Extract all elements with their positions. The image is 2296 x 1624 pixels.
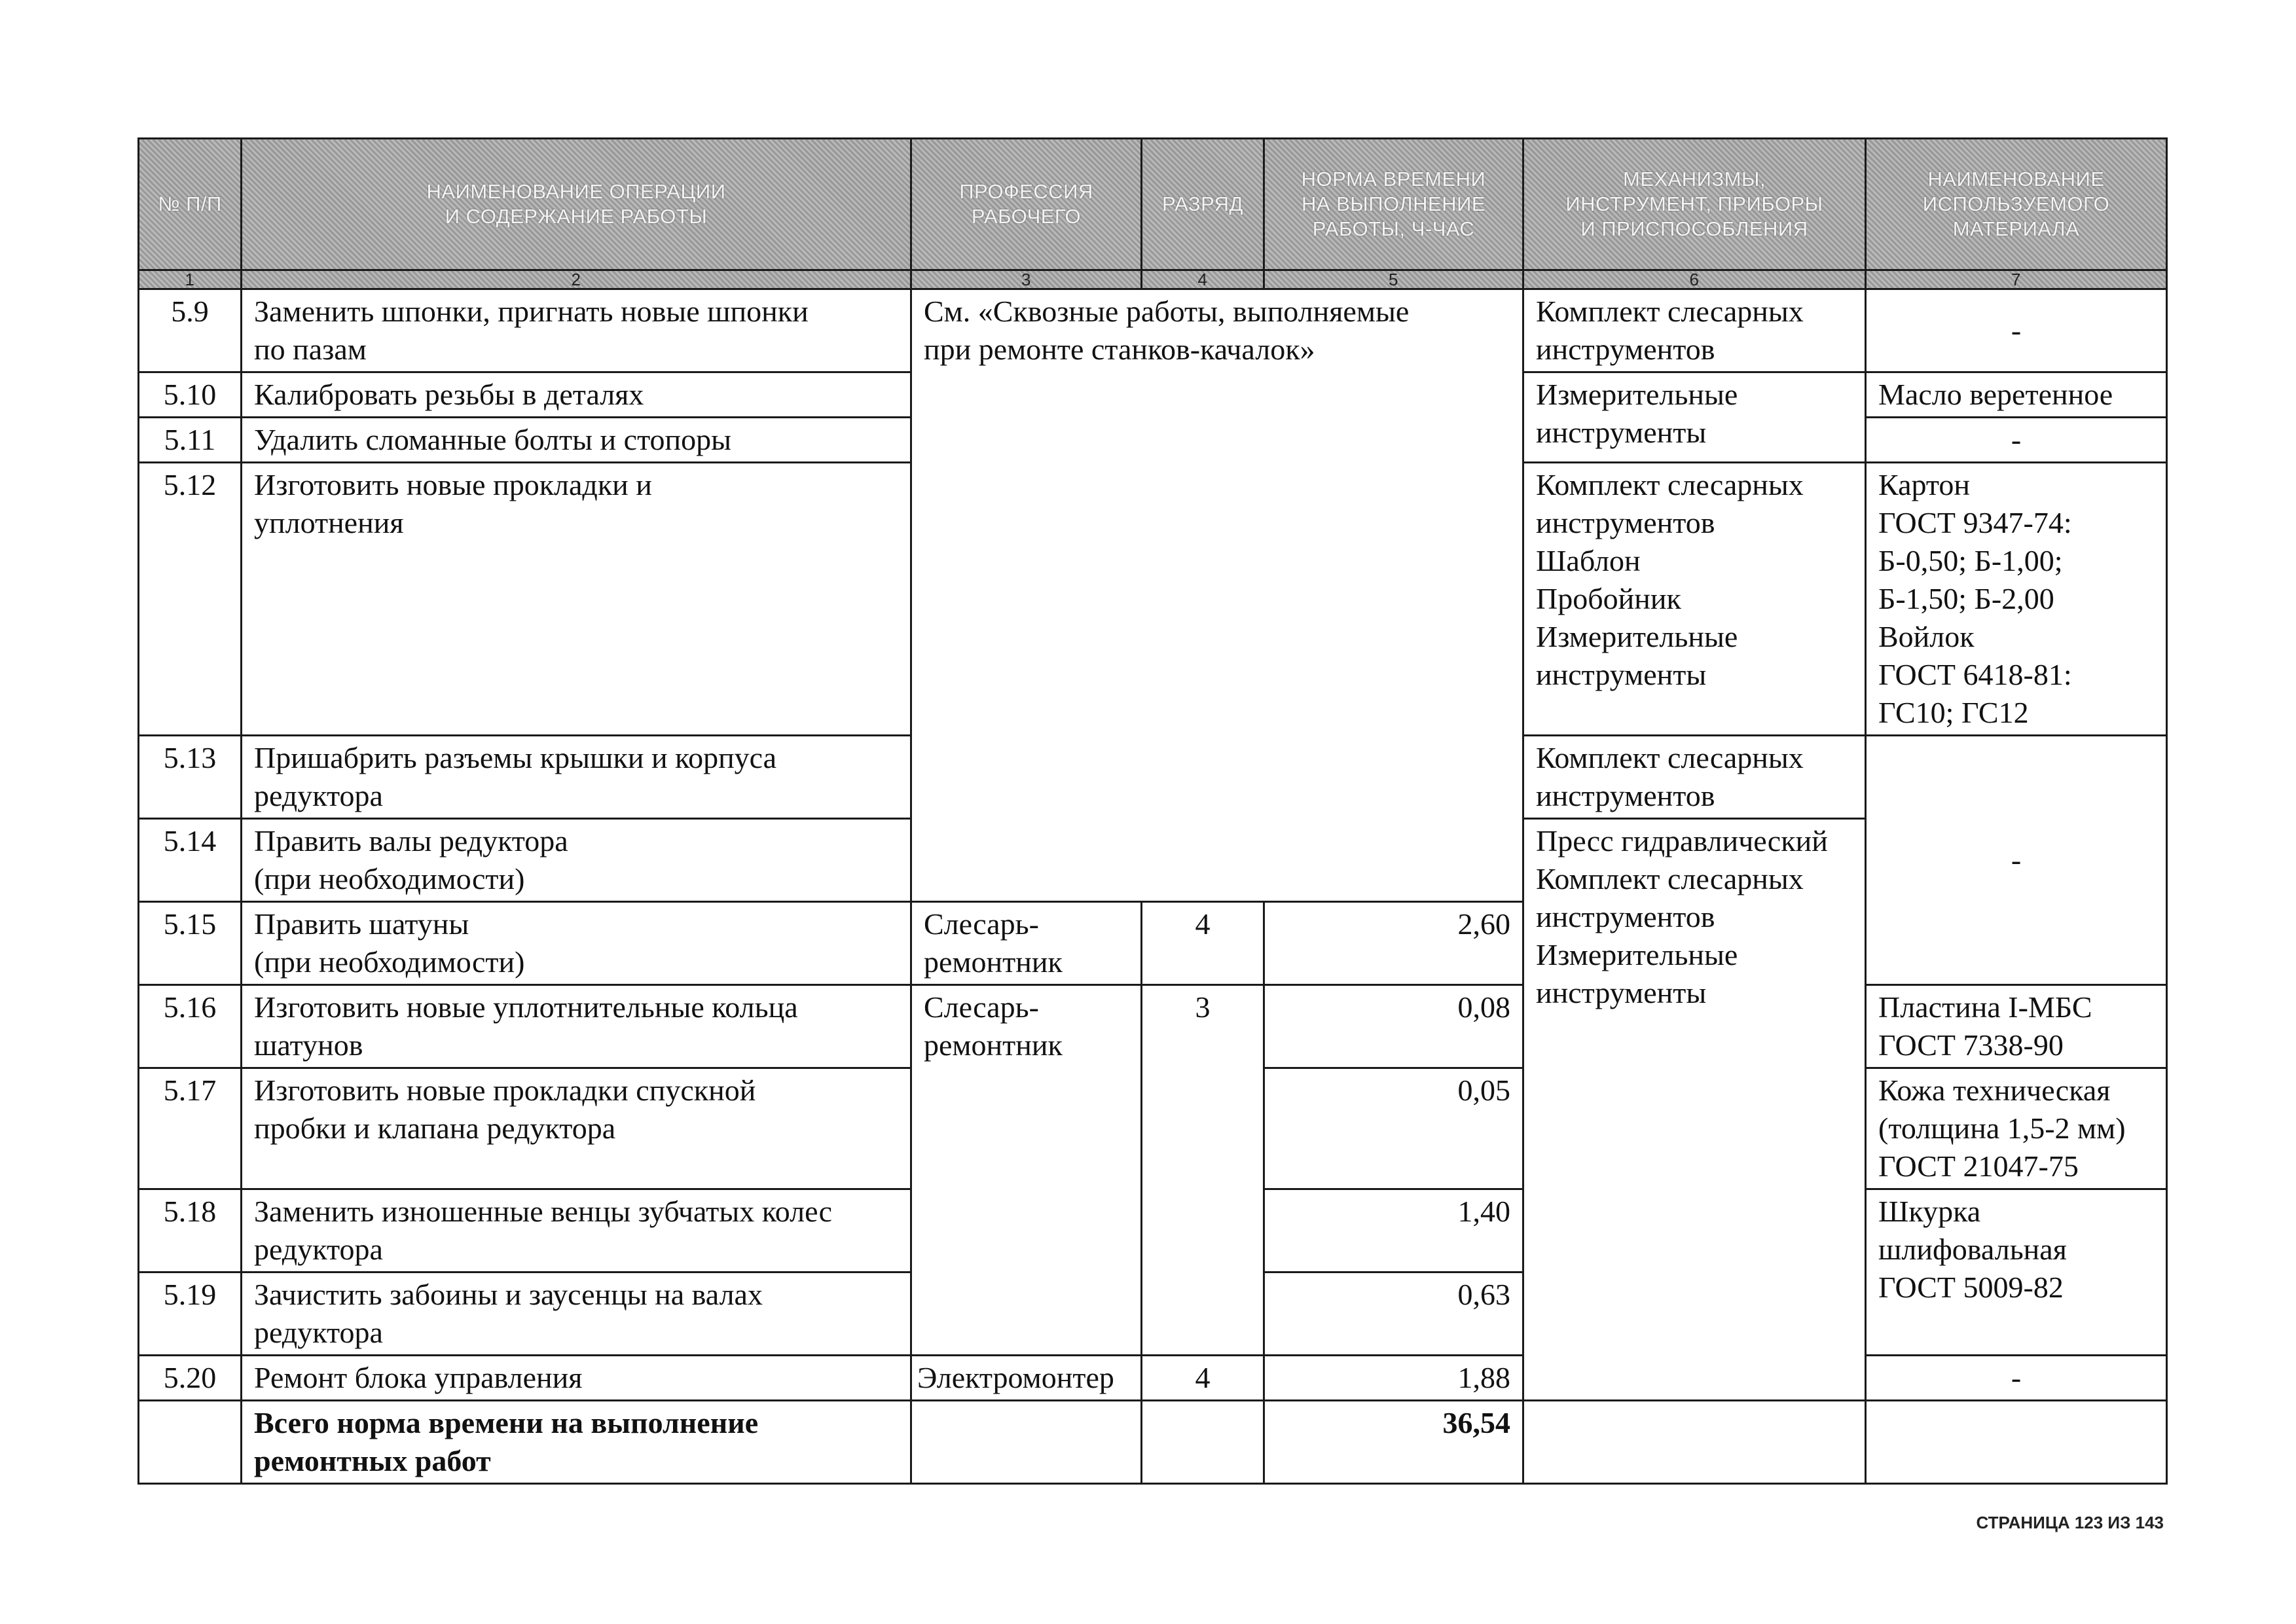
grade-cell: 4 <box>1142 1356 1264 1401</box>
total-empty-cell <box>139 1401 242 1484</box>
operation-cell: Заменить изношенные венцы зубчатых колес редуктора <box>242 1189 911 1272</box>
operation-cell: Изготовить новые уплотнительные кольца шатунов <box>242 985 911 1068</box>
material-cell: - <box>1866 418 2167 463</box>
table-row <box>139 289 2167 372</box>
material-cell: Картон ГОСТ 9347-74: Б-0,50; Б-1,00; Б-1,50; Б-2,00 Войлок ГОСТ 6418-81: ГС10; ГС12 <box>1866 463 2167 736</box>
tools-cell: Измерительные инструменты <box>1523 372 1866 463</box>
operation-cell: Изготовить новые прокладки спускной пробки и клапана редуктора <box>242 1068 911 1189</box>
column-number: 4 <box>1142 270 1264 289</box>
total-empty-cell <box>911 1401 1142 1484</box>
grade-cell: 3 <box>1142 985 1264 1356</box>
total-empty-cell <box>1523 1401 1866 1484</box>
column-number-row <box>139 270 2167 289</box>
header-time-norm: НОРМА ВРЕМЕНИ НА ВЫПОЛНЕНИЕ РАБОТЫ, Ч-ЧАС <box>1264 139 1523 270</box>
total-empty-cell <box>1142 1401 1264 1484</box>
tools-cell: Пресс гидравлический Комплект слесарных инструментов Измерительные инструменты <box>1523 819 1866 1401</box>
row-number: 5.10 <box>139 372 242 418</box>
row-number: 5.9 <box>139 289 242 372</box>
header-no: № П/П <box>139 139 242 270</box>
profession-cell: Слесарь- ремонтник <box>911 985 1142 1356</box>
material-cell: - <box>1866 736 2167 985</box>
header-grade: РАЗРЯД <box>1142 139 1264 270</box>
row-number: 5.20 <box>139 1356 242 1401</box>
operation-cell: Удалить сломанные болты и стопоры <box>242 418 911 463</box>
row-number: 5.19 <box>139 1272 242 1356</box>
time-norm-cell: 1,40 <box>1264 1189 1523 1272</box>
operation-cell: Изготовить новые прокладки и уплотнения <box>242 463 911 736</box>
repair-operations-table <box>137 137 2168 1485</box>
operation-cell: Пришабрить разъемы крышки и корпуса редуктора <box>242 736 911 819</box>
profession-cell: Электромонтер <box>911 1356 1142 1401</box>
see-through-works-note: См. «Сквозные работы, выполняемые при ремонте станков-качалок» <box>911 289 1523 902</box>
time-norm-cell: 0,08 <box>1264 985 1523 1068</box>
material-cell: Кожа техническая (толщина 1,5-2 мм) ГОСТ 21047-75 <box>1866 1068 2167 1189</box>
material-cell: Шкурка шлифовальная ГОСТ 5009-82 <box>1866 1189 2167 1356</box>
operation-cell: Править валы редуктора (при необходимости) <box>242 819 911 902</box>
total-empty-cell <box>1866 1401 2167 1484</box>
header-material: НАИМЕНОВАНИЕ ИСПОЛЬЗУЕМОГО МАТЕРИАЛА <box>1866 139 2167 270</box>
total-row <box>139 1401 2167 1484</box>
header-row <box>139 139 2167 270</box>
material-cell: - <box>1866 1356 2167 1401</box>
operation-cell: Зачистить забоины и заусенцы на валах редуктора <box>242 1272 911 1356</box>
material-cell: Масло веретенное <box>1866 372 2167 418</box>
time-norm-cell: 0,05 <box>1264 1068 1523 1189</box>
column-number: 7 <box>1866 270 2167 289</box>
row-number: 5.11 <box>139 418 242 463</box>
material-cell: - <box>1866 289 2167 372</box>
tools-cell: Комплект слесарных инструментов Шаблон Пробойник Измерительные инструменты <box>1523 463 1866 736</box>
row-number: 5.14 <box>139 819 242 902</box>
material-cell: Пластина I-МБС ГОСТ 7338-90 <box>1866 985 2167 1068</box>
time-norm-cell: 0,63 <box>1264 1272 1523 1356</box>
operation-cell: Заменить шпонки, пригнать новые шпонки по пазам <box>242 289 911 372</box>
column-number: 6 <box>1523 270 1866 289</box>
row-number: 5.17 <box>139 1068 242 1189</box>
profession-cell: Слесарь- ремонтник <box>911 902 1142 985</box>
total-label: Всего норма времени на выполнение ремонтных работ <box>242 1401 911 1484</box>
row-number: 5.12 <box>139 463 242 736</box>
time-norm-cell: 1,88 <box>1264 1356 1523 1401</box>
column-number: 5 <box>1264 270 1523 289</box>
time-norm-cell: 2,60 <box>1264 902 1523 985</box>
tools-cell: Комплект слесарных инструментов <box>1523 289 1866 372</box>
row-number: 5.15 <box>139 902 242 985</box>
header-tools: МЕХАНИЗМЫ, ИНСТРУМЕНТ, ПРИБОРЫ И ПРИСПОСОБЛЕНИЯ <box>1523 139 1866 270</box>
operation-cell: Править шатуны (при необходимости) <box>242 902 911 985</box>
operation-cell: Калибровать резьбы в деталях <box>242 372 911 418</box>
column-number: 2 <box>242 270 911 289</box>
column-number: 1 <box>139 270 242 289</box>
header-profession: ПРОФЕССИЯ РАБОЧЕГО <box>911 139 1142 270</box>
column-number: 3 <box>911 270 1142 289</box>
row-number: 5.13 <box>139 736 242 819</box>
header-operation: НАИМЕНОВАНИЕ ОПЕРАЦИИ И СОДЕРЖАНИЕ РАБОТЫ <box>242 139 911 270</box>
page-counter: СТРАНИЦА 123 ИЗ 143 <box>1976 1513 2164 1532</box>
total-value: 36,54 <box>1264 1401 1523 1484</box>
tools-cell: Комплект слесарных инструментов <box>1523 736 1866 819</box>
row-number: 5.16 <box>139 985 242 1068</box>
row-number: 5.18 <box>139 1189 242 1272</box>
operation-cell: Ремонт блока управления <box>242 1356 911 1401</box>
grade-cell: 4 <box>1142 902 1264 985</box>
